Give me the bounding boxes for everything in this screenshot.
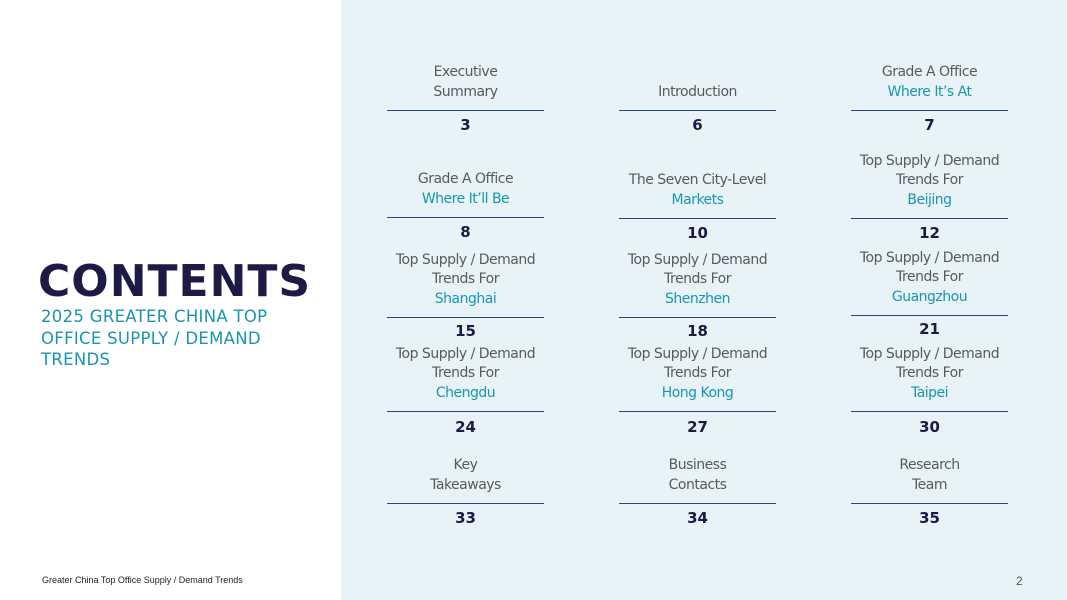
toc-divider: [387, 503, 544, 504]
toc-entry-line: Key: [453, 457, 478, 473]
toc-entry-line: Research: [899, 457, 960, 473]
toc-entry-line: Top Supply / Demand: [395, 251, 536, 268]
toc-entry[interactable]: [387, 0, 544, 600]
toc-page-number: 7: [924, 116, 935, 134]
toc-entry[interactable]: [619, 0, 776, 600]
toc-entry-highlight: Chengdu: [435, 384, 496, 401]
toc-entry-line: Top Supply / Demand: [859, 345, 1000, 362]
toc-entry-line: Trends For: [896, 269, 963, 285]
toc-entry-title: [619, 456, 776, 495]
toc-page-number: 3: [460, 116, 471, 134]
toc-entry-highlight: Markets: [671, 191, 724, 208]
toc-entry-line: Grade A Office: [417, 171, 514, 187]
toc-entry-highlight: Shanghai: [434, 290, 497, 307]
report-subtitle: 2025 GREATER CHINA TOP OFFICE SUPPLY / DEMAND TRENDS: [41, 307, 268, 369]
page-title: CONTENTS: [38, 256, 312, 307]
toc-entry-line: Top Supply / Demand: [627, 345, 768, 362]
toc-entry-title: [851, 456, 1008, 495]
toc-page-number: 33: [455, 509, 476, 527]
toc-entry-line: Contacts: [668, 476, 727, 493]
toc-entry-line: Executive: [433, 64, 498, 80]
toc-entry-line: Trends For: [896, 172, 963, 188]
toc-entry-line: Trends For: [432, 271, 499, 287]
toc-page-number: 24: [455, 418, 476, 436]
toc-entry-highlight: Where It’s At: [887, 83, 972, 100]
toc-entry-line: Business: [668, 457, 727, 473]
toc-page-number: 21: [919, 320, 940, 338]
toc-entry-line: Trends For: [664, 271, 731, 287]
toc-entry-line: Summary: [433, 83, 498, 100]
toc-entry-title: [387, 456, 544, 495]
toc-divider: [851, 503, 1008, 504]
toc-entry-highlight: Taipei: [910, 384, 949, 401]
toc-page-number: 35: [919, 509, 940, 527]
toc-page-number: 10: [687, 224, 708, 242]
contents-panel: [341, 0, 1067, 600]
page-number: 2: [1016, 574, 1023, 588]
toc-page-number: 15: [455, 322, 476, 340]
toc-entry-line: Takeaways: [430, 476, 501, 493]
toc-divider: [619, 503, 776, 504]
toc-entry-line: Trends For: [896, 365, 963, 381]
toc-entry-line: Team: [911, 476, 947, 493]
toc-entry[interactable]: [851, 0, 1008, 600]
footer-text: Greater China Top Office Supply / Demand Trends: [42, 575, 243, 585]
toc-page-number: 18: [687, 322, 708, 340]
toc-page-number: 12: [919, 224, 940, 242]
toc-entry-line: Introduction: [658, 83, 737, 100]
toc-entry-line: Top Supply / Demand: [859, 152, 1000, 169]
toc-page-number: 34: [687, 509, 708, 527]
toc-page-number: 30: [919, 418, 940, 436]
toc-entry-highlight: Beijing: [907, 191, 952, 208]
toc-entry-highlight: Shenzhen: [665, 290, 730, 307]
toc-entry-line: Grade A Office: [881, 64, 978, 80]
toc-entry-line: Top Supply / Demand: [627, 251, 768, 268]
toc-entry-line: Trends For: [664, 365, 731, 381]
toc-entry-line: Trends For: [432, 365, 499, 381]
toc-entry-highlight: Guangzhou: [891, 288, 968, 305]
left-panel: [0, 0, 341, 600]
toc-entry-highlight: Hong Kong: [661, 384, 734, 401]
toc-page-number: 8: [460, 223, 471, 241]
toc-entry-highlight: Where It’ll Be: [421, 190, 510, 207]
toc-entry-line: Top Supply / Demand: [395, 345, 536, 362]
toc-entry-line: Top Supply / Demand: [859, 249, 1000, 266]
toc-page-number: 27: [687, 418, 708, 436]
toc-page-number: 6: [692, 116, 703, 134]
toc-entry-line: The Seven City-Level: [628, 172, 767, 188]
